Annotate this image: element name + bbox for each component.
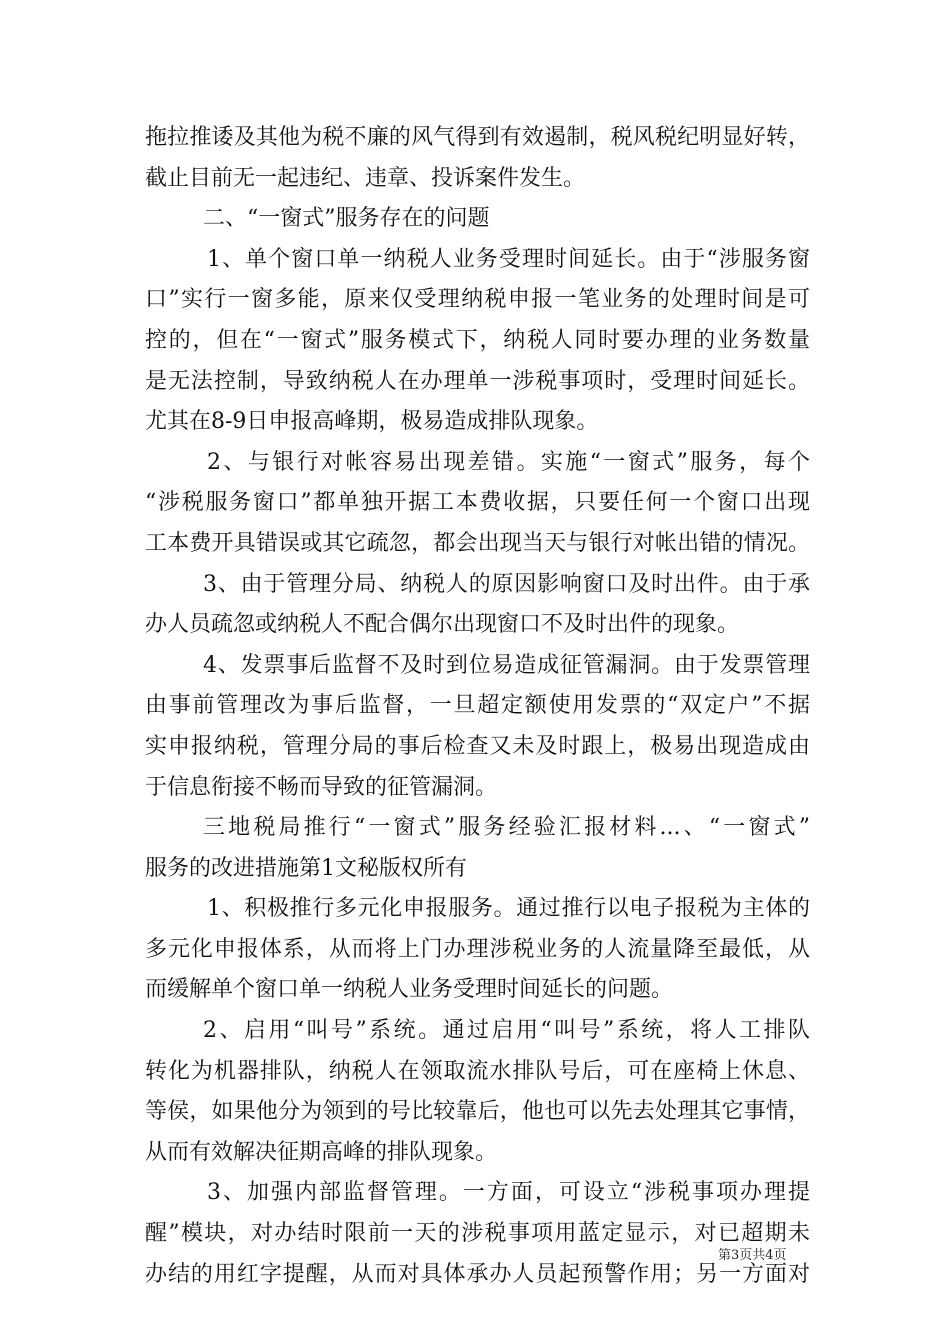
text-line: 由事前管理改为事后监督，一旦超定额使用发票的“双定户”不据 [145, 693, 810, 719]
text-line: 1、单个窗口单一纳税人业务受理时间延长。由于“涉服务窗 [207, 246, 810, 272]
text-line: 于信息衔接不畅而导致的征管漏洞。 [145, 774, 498, 800]
document-body [145, 118, 810, 1295]
text-line: 1、积极推行多元化申报服务。通过推行以电子报税为主体的 [207, 896, 810, 922]
text-line: 等侯，如果他分为领到的号比较靠后，他也可以先去处理其它事情， [145, 1099, 810, 1125]
text-line: 而缓解单个窗口单一纳税人业务受理时间延长的问题。 [145, 977, 674, 1003]
text-line: 三地税局推行“一窗式”服务经验汇报材料...、“一窗式” [203, 815, 810, 841]
text-line: 3、由于管理分局、纳税人的原因影响窗口及时出件。由于承 [203, 571, 810, 597]
text-line: 拖拉推诿及其他为税不廉的风气得到有效遏制，税风税纪明显好转， [145, 125, 810, 150]
text-line: “涉税服务窗口”都单独开据工本费收据，只要任何一个窗口出现 [145, 490, 810, 516]
text-line: 控的，但在“一窗式”服务模式下，纳税人同时要办理的业务数量 [145, 327, 810, 353]
text-line: 截止目前无一起违纪、违章、投诉案件发生。 [145, 165, 586, 191]
text-line: 二、“一窗式”服务存在的问题 [203, 206, 490, 232]
text-line: 办结的用红字提醒，从而对具体承办人员起预警作用；另一方面对 [145, 1261, 810, 1287]
text-line: 是无法控制，导致纳税人在办理单一涉税事项时，受理时间延长。 [145, 368, 810, 394]
text-line: 4、发票事后监督不及时到位易造成征管漏洞。由于发票管理 [203, 652, 810, 678]
text-line: 从而有效解决征期高峰的排队现象。 [145, 1139, 498, 1165]
text-line: 转化为机器排队，纳税人在领取流水排队号后，可在座椅上休息、 [145, 1058, 810, 1084]
text-line: 服务的改进措施第1文秘版权所有 [145, 855, 467, 881]
text-line: 工本费开具错误或其它疏忽，都会出现当天与银行对帐出错的情况。 [145, 530, 810, 556]
text-line: 尤其在8-9日申报高峰期，极易造成排队现象。 [145, 409, 599, 435]
page-number: 第3页共4页 [718, 1248, 787, 1263]
text-line: 口”实行一窗多能，原来仅受理纳税申报一笔业务的处理时间是可 [145, 287, 810, 313]
text-line: 办人员疏忽或纳税人不配合偶尔出现窗口不及时出件的现象。 [145, 612, 740, 638]
text-line: 2、与银行对帐容易出现差错。实施“一窗式”服务，每个 [207, 449, 810, 475]
text-line: 3、加强内部监督管理。一方面，可设立“涉税事项办理提 [207, 1180, 810, 1206]
text-line: 多元化申报体系，从而将上门办理涉税业务的人流量降至最低，从 [145, 936, 810, 962]
text-line: 醒”模块，对办结时限前一天的涉税事项用蓝定显示，对已超期未 [145, 1221, 810, 1247]
text-line: 实申报纳税，管理分局的事后检查又未及时跟上，极易出现造成由 [145, 733, 810, 759]
text-line: 2、启用“叫号”系统。通过启用“叫号”系统，将人工排队 [203, 1018, 810, 1044]
